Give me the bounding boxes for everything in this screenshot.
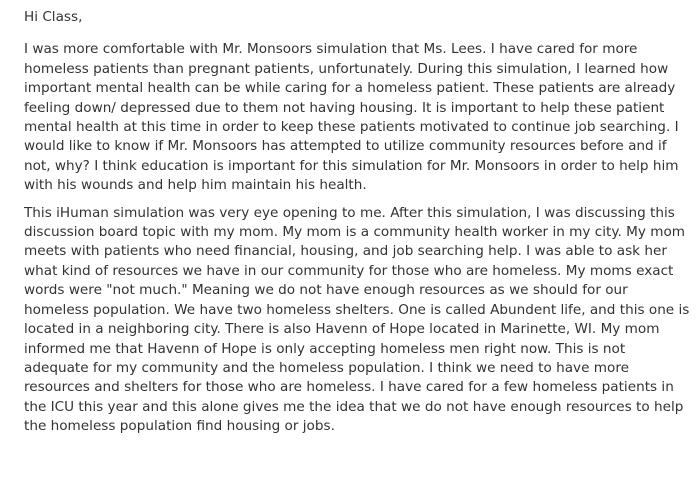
post-paragraph-1: I was more comfortable with Mr. Monsoors simulation that Ms. Lees. I have cared for more homeless patients than pregnant patients, unfortunately. During this simulation, I learned how important mental health can be while caring for a homeless patient. These patients are already feeling down/ depressed due to them not having housing. It is important to help these patient mental health at this time in order to keep these patients motivated to continue job searching. I would like to know if Mr. Monsoors has attempted to utilize community resources before and if not, why? I think education is important for this simulation for Mr. Monsoors in order to help him with his wounds and help him maintain his health. [24, 41, 679, 194]
post-paragraph-2: This iHuman simulation was very eye opening to me. After this simulation, I was discussing this discussion board topic with my mom. My mom is a community health worker in my city. My mom meets with patients who need financial, housing, and job searching help. I was able to ask her what kind of resources we have in our community for those who are homeless. My moms exact words were "not much." Meaning we do not have enough resources as we should for our homeless population. We have two homeless shelters. One is called Abundent life, and this one is located in a neighboring city. There is also Havenn of Hope located in Marinette, WI. My mom informed me that Havenn of Hope is only accepting homeless men right now. This is not adequate for my community and the homeless population. I think we need to have more resources and shelters for those who are homeless. I have cared for a few homeless patients in the ICU this year and this alone gives me the idea that we do not have enough resources to help the homeless population find housing or jobs. [24, 204, 690, 435]
post-greeting: Hi Class, [24, 9, 83, 25]
